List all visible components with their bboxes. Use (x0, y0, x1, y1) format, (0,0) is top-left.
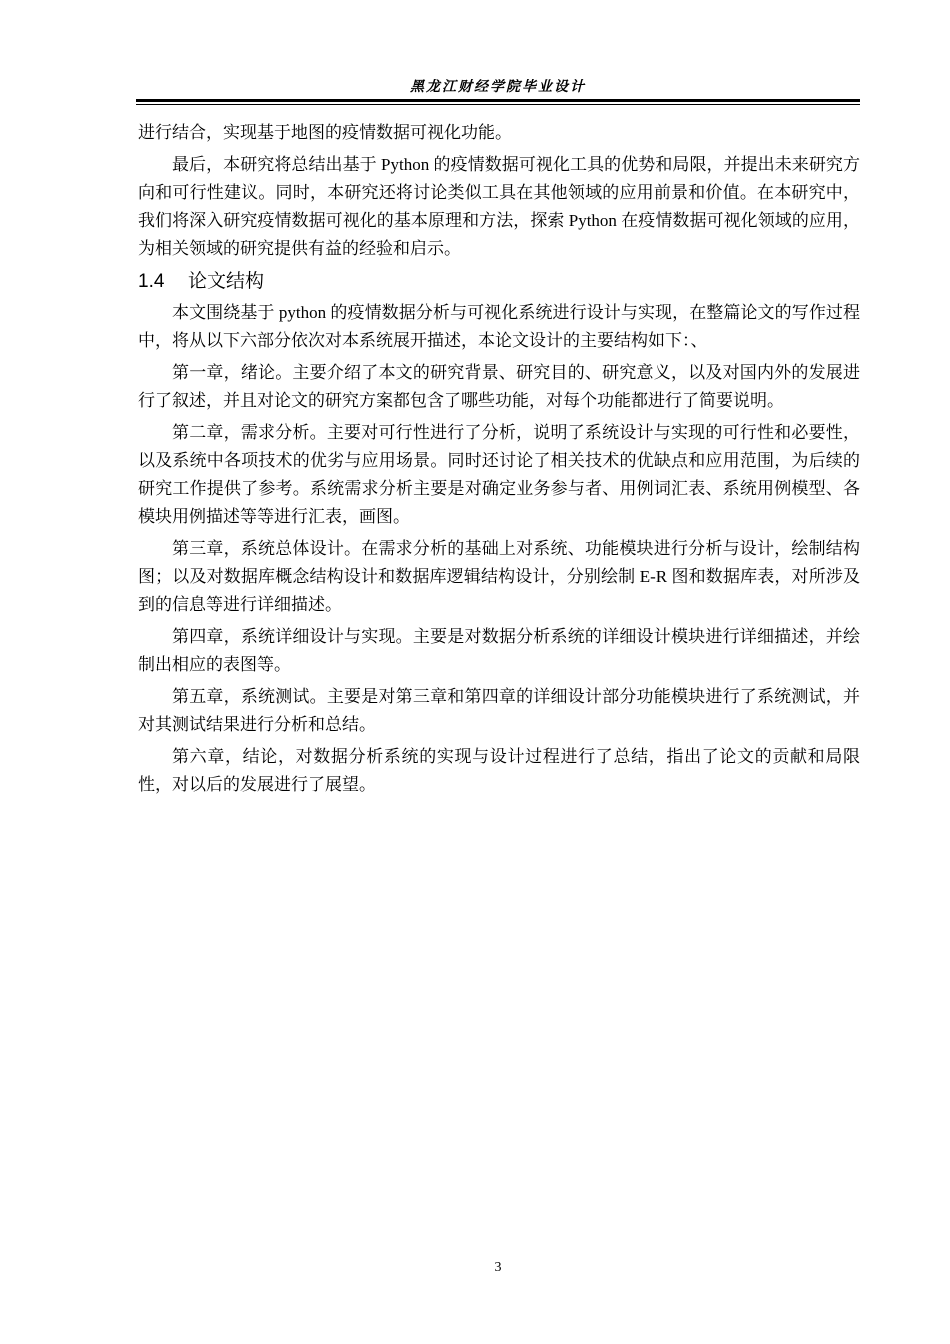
paragraph-chapter-3: 第三章，系统总体设计。在需求分析的基础上对系统、功能模块进行分析与设计，绘制结构图；以及对数据库概念结构设计和数据库逻辑结构设计，分别绘制 E-R 图和数据库表，对所涉及到的信息等进行详细描述。 (138, 539, 860, 614)
paragraph-continuation: 进行结合，实现基于地图的疫情数据可视化功能。 (138, 123, 512, 142)
header-rule-thick (136, 99, 860, 102)
body-text (138, 119, 860, 803)
page-number: 3 (494, 1260, 502, 1275)
paragraph-chapter-5: 第五章，系统测试。主要是对第三章和第四章的详细设计部分功能模块进行了系统测试，并对其测试结果进行分析和总结。 (138, 687, 860, 734)
running-header: 黑龙江财经学院毕业设计 (410, 80, 586, 95)
paragraph-conclusion-intro: 最后，本研究将总结出基于 Python 的疫情数据可视化工具的优势和局限，并提出未来研究方向和可行性建议。同时，本研究还将讨论类似工具在其他领域的应用前景和价值。在本研究中，我们将深入研究疫情数据可视化的基本原理和方法，探索 Python 在疫情数据可视化领域的应用，为相关领域的研究提供有益的经验和启示。 (138, 155, 860, 258)
paragraph-structure-intro: 本文围绕基于 python 的疫情数据分析与可视化系统进行设计与实现，在整篇论文的写作过程中，将从以下六部分依次对本系统展开描述，本论文设计的主要结构如下：、 (138, 303, 860, 350)
section-heading (138, 267, 860, 297)
paragraph-chapter-6: 第六章，结论，对数据分析系统的实现与设计过程进行了总结，指出了论文的贡献和局限性，对以后的发展进行了展望。 (138, 747, 860, 794)
header-rule-thin (136, 104, 860, 105)
section-title: 论文结构 (188, 271, 265, 292)
paragraph-chapter-2: 第二章，需求分析。主要对可行性进行了分析，说明了系统设计与实现的可行性和必要性，以及系统中各项技术的优劣与应用场景。同时还讨论了相关技术的优缺点和应用范围，为后续的研究工作提供了参考。系统需求分析主要是对确定业务参与者、用例词汇表、系统用例模型、各模块用例描述等等进行汇表，画图。 (138, 423, 860, 526)
paragraph-chapter-4: 第四章，系统详细设计与实现。主要是对数据分析系统的详细设计模块进行详细描述，并绘制出相应的表图等。 (138, 627, 860, 674)
section-number: 1.4 (138, 271, 165, 292)
paragraph-chapter-1: 第一章，绪论。主要介绍了本文的研究背景、研究目的、研究意义，以及对国内外的发展进行了叙述，并且对论文的研究方案都包含了哪些功能，对每个功能都进行了简要说明。 (138, 363, 860, 410)
